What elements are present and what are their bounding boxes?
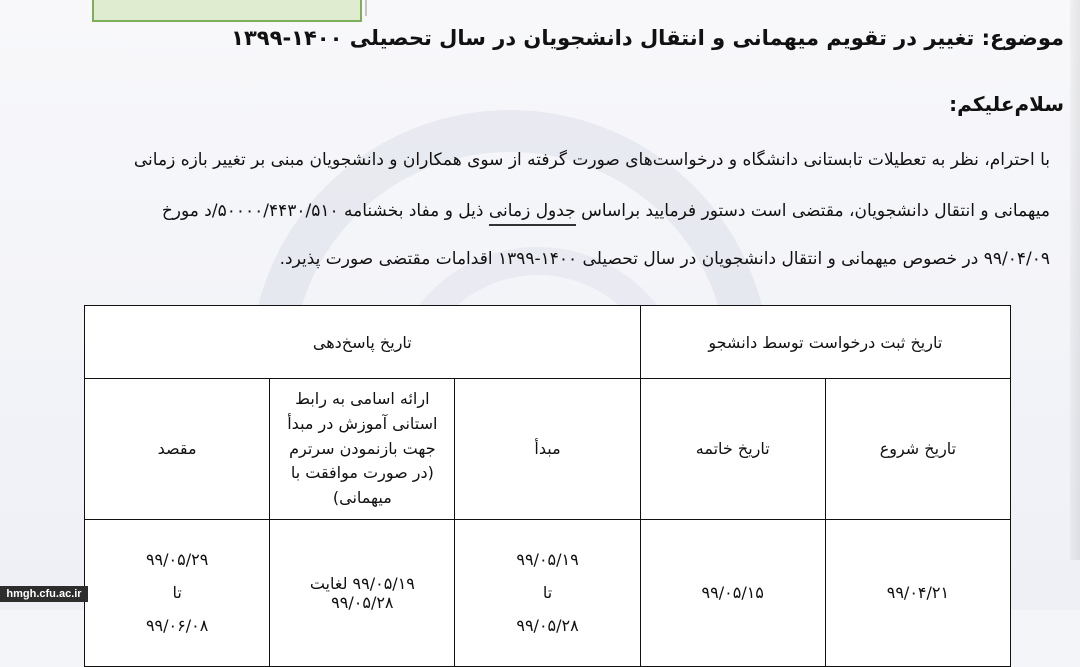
end-date-header: تاریخ خاتمه bbox=[640, 379, 825, 520]
submission-header-text: ارائه اسامی به رابط استانی آموزش در مبدأ جهت بازنمودن سرترم (در صورت موافقت با میهمانی) bbox=[287, 389, 438, 508]
destination-to-date: ۹۹/۰۶/۰۸ bbox=[145, 616, 209, 636]
origin-to-date: ۹۹/۰۵/۲۸ bbox=[516, 616, 579, 636]
start-date-value: ۹۹/۰۴/۲۱ bbox=[825, 519, 1010, 666]
start-date-header: تاریخ شروع bbox=[825, 379, 1010, 520]
table-header-row bbox=[85, 306, 1011, 379]
submission-date-range: ۹۹/۰۵/۱۹ لغایت ۹۹/۰۵/۲۸ bbox=[270, 519, 455, 666]
website-badge: hmgh.cfu.ac.ir bbox=[0, 586, 88, 602]
destination-from-date: ۹۹/۰۵/۲۹ bbox=[145, 550, 209, 570]
body-line-2-underlined-text: جدول زمانی bbox=[489, 201, 576, 226]
destination-date-range bbox=[85, 519, 270, 666]
body-line-1: با احترام، نظر به تعطیلات تابستانی دانشگاه و درخواست‌های صورت گرفته از سوی همکاران و دانشجویان مبنی بر تغییر بازه زمانی bbox=[133, 150, 1050, 170]
body-line-2-after: ذیل و مفاد بخشنامه ۵۰۰۰۰/۴۴۳۰/۵۱۰/د مورخ bbox=[161, 201, 484, 221]
registration-group-header: تاریخ ثبت درخواست توسط دانشجو bbox=[640, 306, 1010, 379]
body-line-2-before: میهمانی و انتقال دانشجویان، مقتضی است دستور فرمایید براساس bbox=[575, 201, 1050, 221]
origin-date-range bbox=[455, 519, 640, 666]
destination-header: مقصد bbox=[85, 379, 270, 520]
document-subject: موضوع: تغییر در تقویم میهمانی و انتقال دانشجویان در سال تحصیلی ۱۴۰۰-۱۳۹۹ bbox=[231, 26, 1064, 50]
submission-header bbox=[270, 379, 455, 520]
origin-header: مبدأ bbox=[455, 379, 640, 520]
response-group-header: تاریخ پاسخ‌دهی bbox=[85, 306, 641, 379]
destination-date-stack bbox=[97, 550, 257, 635]
table-row bbox=[85, 519, 1011, 666]
body-line-2 bbox=[162, 201, 1050, 221]
table-subheader-row bbox=[85, 379, 1011, 520]
end-date-value: ۹۹/۰۵/۱۵ bbox=[640, 519, 825, 666]
schedule-table-wrapper bbox=[84, 305, 1011, 636]
origin-to-label: تا bbox=[542, 583, 553, 603]
body-line-3: ۹۹/۰۴/۰۹ در خصوص میهمانی و انتقال دانشجویان در سال تحصیلی ۱۴۰۰-۱۳۹۹ اقدامات مقتضی صورت پذیرد. bbox=[279, 249, 1050, 269]
destination-to-label: تا bbox=[172, 583, 182, 603]
schedule-table bbox=[84, 305, 1011, 667]
origin-from-date: ۹۹/۰۵/۱۹ bbox=[516, 550, 579, 570]
document-salutation: سلام‌علیکم: bbox=[949, 92, 1064, 116]
origin-date-stack bbox=[467, 550, 627, 635]
